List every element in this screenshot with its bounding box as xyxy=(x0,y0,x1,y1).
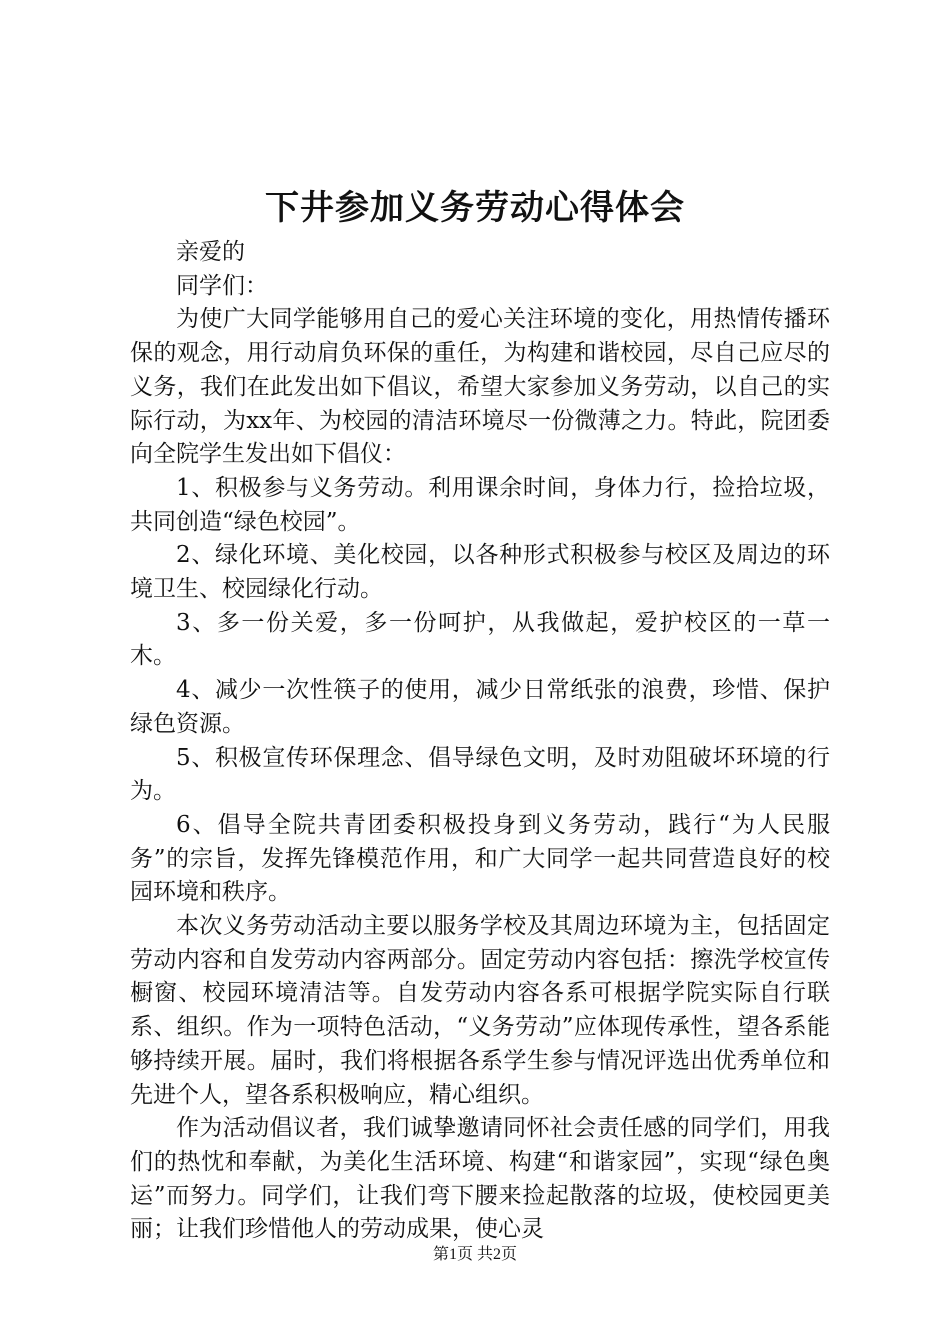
paragraph-item-3: 3、多一份关爱，多一份呵护，从我做起，爱护校区的一草一木。 xyxy=(130,609,830,670)
paragraph-item-2: 2、绿化环境、美化校园，以各种形式积极参与校区及周边的环境卫生、校园绿化行动。 xyxy=(130,542,830,603)
page-number-footer: 第1页 共2页 xyxy=(432,1246,517,1263)
document-body xyxy=(130,236,830,1247)
salutation-line-2: 同学们： xyxy=(176,272,268,299)
paragraph-activity: 本次义务劳动活动主要以服务学校及其周边环境为主，包括固定劳动内容和自发劳动内容两部分。固定劳动内容包括：擦洗学校宣传橱窗、校园环境清洁等。自发劳动内容各系可根据学院实际自行联系、组织。作为一项特色活动，“义务劳动”应体现传承性，望各系能够持续开展。届时，我们将根据各系学生参与情况评选出优秀单位和先进个人，望各系积极响应，精心组织。 xyxy=(130,913,830,1108)
salutation-line-1: 亲爱的 xyxy=(176,239,245,265)
document-title: 下井参加义务劳动心得体会 xyxy=(265,188,685,228)
paragraph-intro: 为使广大同学能够用自己的爱心关注环境的变化，用热情传播环保的观念，用行动肩负环保的重任，为构建和谐校园，尽自己应尽的义务，我们在此发出如下倡议，希望大家参加义务劳动，以自己的实际行动，为xx年、为校园的清洁环境尽一份微薄之力。特此，院团委向全院学生发出如下倡仪： xyxy=(130,306,830,468)
paragraph-item-1: 1、积极参与义务劳动。利用课余时间，身体力行，捡拾垃圾，共同创造“绿色校园”。 xyxy=(130,474,830,535)
paragraph-item-6: 6、倡导全院共青团委积极投身到义务劳动，践行“为人民服务”的宗旨，发挥先锋模范作用，和广大同学一起共同营造良好的校园环境和秩序。 xyxy=(130,811,830,906)
paragraph-item-5: 5、积极宣传环保理念、倡导绿色文明，及时劝阻破坏环境的行为。 xyxy=(130,744,830,805)
paragraph-item-4: 4、减少一次性筷子的使用，减少日常纸张的浪费，珍惜、保护绿色资源。 xyxy=(130,677,830,737)
paragraph-closing: 作为活动倡议者，我们诚挚邀请同怀社会责任感的同学们，用我们的热忱和奉献，为美化生活环境、构建“和谐家园”，实现“绿色奥运”而努力。同学们，让我们弯下腰来捡起散落的垃圾，使校园更美丽；让我们珍惜他人的劳动成果，使心灵 xyxy=(130,1115,830,1243)
